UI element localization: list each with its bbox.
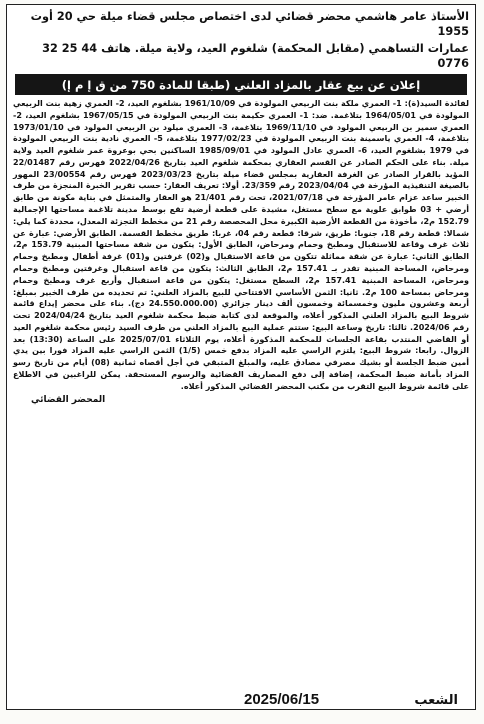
bailiff-signature: المحضر القضائي <box>31 394 106 405</box>
publication-date: 2025/06/15 <box>244 691 320 708</box>
notice-title-banner: إعلان عن بيع عقار بالمزاد العلني (طبقا للمادة 750 من ق إ م إ) <box>15 74 467 95</box>
bailiff-header-line-1: الأستاذ عامر هاشمي محضر قضائي لدى اختصاص مجلس قضاء ميلة حي 20 أوت 1955 <box>30 10 469 38</box>
legal-notice <box>6 4 476 710</box>
newspaper-name: الشعب <box>414 693 458 708</box>
page-footer <box>18 691 466 711</box>
bailiff-header-line-2: عمارات التساهمي (مقابل المحكمة) شلغوم العيد، ولاية ميلة. هاتف 44 25 32 0776 <box>42 42 469 70</box>
notice-body: لفائدة السيد(ة): 1- العمري ملكة بنت الربيعي المولودة في 1961/10/09 بشلغوم العيد، 2- العمري زهية بنت الربيعي المولودة في 1964/05/01 بتلاغمة. ضد: 1- العمري حكيمة بنت الربيعي المولودة في 1967/05/15 بشلغوم العيد، 2- العمري سمير بن الربيعي المولود في 1969/11/10 بتلاغمة، 3- العمري ميلود بن الربيعي المولود في 1973/01/10 بتلاغمة، 4- العمري ياسمينة بنت الربيعي المولودة في 1977/02/23 بتلاغمة، 5- العمري نادية بنت الربيعي المولودة في 1979 بشلغوم العيد، 6- العمري عادل المولود في 1985/09/01 الساكنين بحي بوعروة عمر شلغوم العيد ولاية ميلة. بناء على الحكم الصادر عن القسم العقاري بمحكمة شلغوم العيد بتاريخ 2022/04/26 فهرس رقم 22/01487 المؤيد بالقرار الصادر عن الغرفة العقارية بمجلس قضاء ميلة بتاريخ 2023/03/23 فهرس رقم 23/00554 المهور بالصيغة التنفيذية المؤرخة في 2023/04/04 رقم 23/359. أولا: تعريف العقار: حسب تقرير الخبرة المنجزة من طرف الخبير ساعد عزام عامر المؤرخة في 2021/07/18، تحت رقم 21/401 هو العقار والمتمثل في بناية مكونة من طابق أرضي + 03 طوابق علوية مع سطح مستغل، مشيدة على قطعة أرضية تقع بوسط مدينة تلاغمة مساحتها الإجمالية 152.79 م2، مأخوذة من القطعة الأرضية الكبيرة محل المحصصة رقم 21 من مخطط التجزئة المعدل، محددة كما يلي: شمالا: قطعة رقم 18، جنوبا: طريق، شرقا: قطعة رقم 04، غربا: طريق مخطط القسمة. الطابق الأرضي: عبارة عن ثلاث غرف وقاعة للاستقبال ومطبخ وحمام ومرحاض، الطابق الأول: يتكون من شقة مساحتها المبنية 153.79 م2، الطابق الثاني: عبارة عن شقة مماثلة تتكون من قاعة الاستقبال و(02) غرفتين و(01) غرفة أطفال ومطبخ وحمام ومرحاض، المساحة المبنية تقدر بـ 157.41 م2، الطابق الثالث: يتكون من قاعة استقبال وغرفتين ومطبخ وحمام ومرحاض، المساحة المبنية 157.41 م2، السطح مستغل: يتكون من قاعة استقبال وأربع غرف ومطبخ وحمام ومرحاض بمساحة 100 م2. ثانيا: الثمن الأساسي الافتتاحي للبيع بالمزاد العلني: تم تحديده من طرف الخبير بمبلغ: أربعة وعشرون مليون وخمسمائة وخمسون ألف دينار جزائري (24.550.000.00 دج). بناء على محضر إيداع قائمة شروط البيع بالمزاد العلني المذكور أعلاه، والموقعة لدى كتابة ضبط محكمة شلغوم العيد بتاريخ 2024/04/24 تحت رقم 2024/06. ثالثا: تاريخ وساعة البيع: ستتم عملية البيع بالمزاد العلني من طرف السيد رئيس محكمة شلغوم العيد أو القاضي المنتدب بقاعة الجلسات للمحكمة المذكورة أعلاه، يوم الثلاثاء 2025/07/01 على الساعة (13:30) بعد الزوال. رابعا: شروط البيع: يلتزم الراسي عليه المزاد بدفع خمس (1/5) الثمن الراسي عليه المزاد فورا بين يدي أمين ضبط الجلسة أو بشيك مصرفي مصادق عليه، والمبلغ المتبقي في أجل أقصاه ثمانية (08) أيام من تاريخ رسو المزاد بأمانة ضبط المحكمة، إضافة إلى دفع المصاريف القضائية والرسوم المستحقة. يمكن للراغبين في الاطلاع على قائمة شروط البيع التقرب من مكتب المحضر القضائي المذكور أعلاه. <box>13 99 470 391</box>
